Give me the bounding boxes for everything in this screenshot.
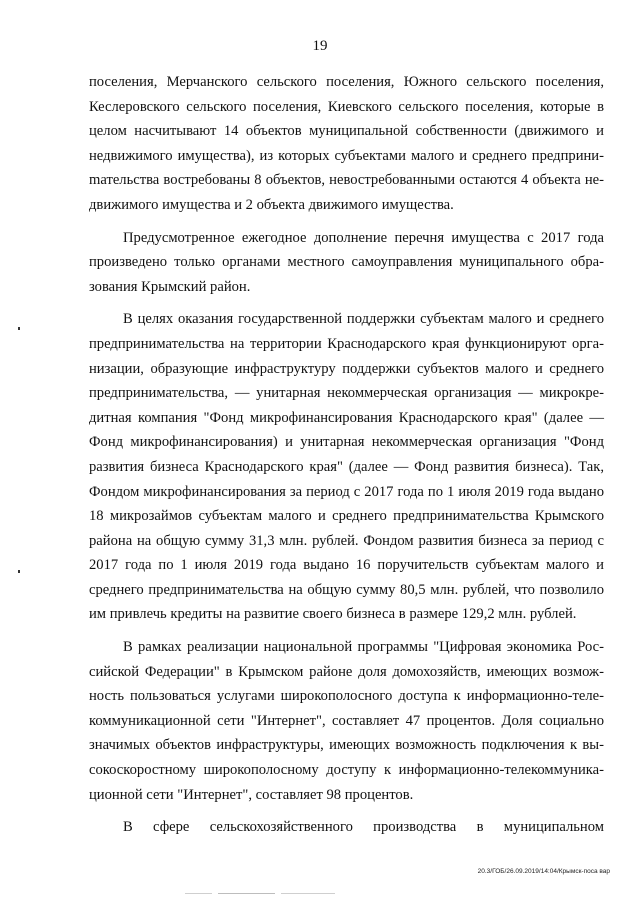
page-number: 19 [312, 38, 328, 54]
paragraph-1: поселения, Мерчанского сельского поселения, Южного сельского поселения, Кеслеровского сельского поселения, Киевского сельского поселения, которые в целом насчитывают 14 объектов муниципальной собственности (движимого и недвижимого имущества), из которых субъектами малого и среднего предприниmательства востребованы 8 объектов, невостребованными остаются 4 объекта недвижимого имущества и 2 объекта движимого имущества. [89, 74, 604, 213]
scan-artifact-dot [18, 570, 20, 573]
paragraph-4: В рамках реализации национальной программы "Цифровая экономика Российской Федерации" в Крымском районе доля домохозяйств, имеющих возможность пользоваться услугами широкополосного доступа к информационно-телекоммуникационной сети "Интернет", составляет 47 процентов. Доля социально значимых объектов инфраструктуры, имеющих возможность подключения к высокоскоростному широкополосному доступу к информационно-телекоммуникационной сети "Интернет", составляет 98 процентов. [89, 639, 604, 803]
footer-document-stamp: 20.3/ГОБ/26.09.2019/14:04/Крымск-поса вар [477, 868, 610, 875]
paragraph-2: Предусмотренное ежегодное дополнение перечня имущества с 2017 года произведено только органами местного самоуправления муниципального образования Крымский район. [89, 229, 604, 295]
scan-artifact-dot [18, 327, 20, 330]
paragraph-5: В сфере сельскохозяйственного производства в муниципальном [123, 819, 604, 836]
paragraph-3: В целях оказания государственной поддержки субъектам малого и среднего предпринимательства на территории Краснодарского края функционируют организации, образующие инфраструктуру поддержки субъектов малого и среднего предпринимательства, — унитарная некоммерческая организация — микрокредитная компания "Фонд микрофинансирования Краснодарского края" (далее — Фонд микрофинансирования) и унитарная некоммерческая организация "Фонд развития бизнеса Краснодарского края" (далее — Фонд развития бизнеса). Так, Фондом микрофинансирования за период с 2017 года по 1 июля 2019 года выдано 18 микрозаймов субъектам малого и среднего предпринимательства Крымского района на общую сумму 31,3 млн. рублей. Фондом развития бизнеса за период с 2017 года по 1 июля 2019 года выдано 16 поручительств субъектам малого и среднего предпринимательства на общую сумму 80,5 млн. рублей, что позволило им привлечь кредиты на развитие своего бизнеса в размере 129,2 млн. рублей. [89, 311, 604, 623]
scan-artifact-line [185, 893, 335, 894]
document-body [89, 70, 604, 848]
